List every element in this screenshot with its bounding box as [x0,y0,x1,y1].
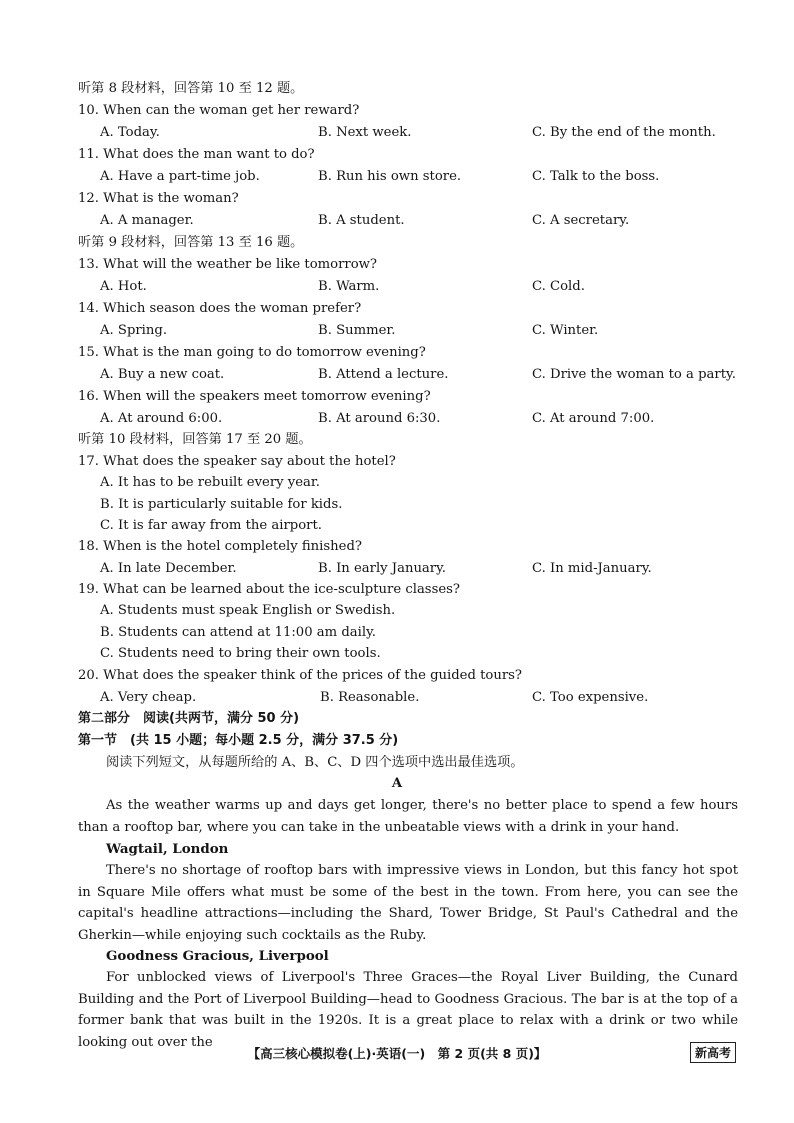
part-title: 第二部分 阅读(共两节，满分 50 分) [78,711,300,726]
question: 15. What is the man going to do tomorrow evening? [78,345,426,360]
option-c: C. A secretary. [532,213,630,228]
option-c: C. Drive the woman to a party. [532,367,736,382]
bar1-title: Wagtail, London [106,841,229,857]
option-b: B. Attend a lecture. [318,367,449,382]
option-b: B. At around 6:30. [318,411,441,426]
option-a: A. A manager. [100,213,194,228]
question: 10. When can the woman get her reward? [78,103,360,118]
option-a: A. Have a part-time job. [100,169,260,184]
section-title: 第一节 (共 15 小题；每小题 2.5 分，满分 37.5 分) [78,733,399,748]
question: 11. What does the man want to do? [78,147,315,162]
section-header: 听第 9 段材料，回答第 13 至 16 题。 [78,235,304,250]
option-a: A. At around 6:00. [100,411,223,426]
question: 19. What can be learned about the ice-sculpture classes? [78,582,460,597]
passage-letter: A [391,776,403,791]
question: 18. When is the hotel completely finished? [78,539,362,554]
intro-paragraph: As the weather warms up and days get longer, there's no better place to spend a few hours than a rooftop bar, where you can take in the unbeatable views with a drink in your hand. [78,798,738,835]
page-footer: 【高三核心模拟卷(上)·英语(一) 第 2 页(共 8 页)】 [247,1046,547,1061]
option-a: A. In late December. [100,561,237,576]
exam-badge: 新高考 [690,1042,736,1063]
option-c: C. Students need to bring their own tools. [100,646,381,661]
question: 17. What does the speaker say about the hotel? [78,454,396,469]
option-b: B. Students can attend at 11:00 am daily. [100,625,376,640]
option-c: C. Talk to the boss. [532,169,660,184]
option-c: C. It is far away from the airport. [100,518,322,533]
option-a: A. Students must speak English or Swedish. [100,603,396,618]
question: 13. What will the weather be like tomorrow? [78,257,377,272]
option-b: B. Summer. [318,323,396,338]
instruction: 阅读下列短文，从每题所给的 A、B、C、D 四个选项中选出最佳选项。 [106,755,524,770]
option-a: A. Very cheap. [100,690,197,705]
option-c: C. In mid-January. [532,561,652,576]
section-header: 听第 8 段材料，回答第 10 至 12 题。 [78,81,304,96]
option-a: A. Buy a new coat. [100,367,225,382]
option-a: A. It has to be rebuilt every year. [100,475,320,490]
question: 14. Which season does the woman prefer? [78,301,362,316]
question: 20. What does the speaker think of the prices of the guided tours? [78,668,522,683]
option-c: C. At around 7:00. [532,411,655,426]
section-header: 听第 10 段材料，回答第 17 至 20 题。 [78,432,312,447]
option-b: B. Run his own store. [318,169,462,184]
option-b: B. In early January. [318,561,446,576]
question: 16. When will the speakers meet tomorrow evening? [78,389,431,404]
option-b: B. Reasonable. [320,690,420,705]
bar2-paragraph: For unblocked views of Liverpool's Three Graces—the Royal Liver Building, the Cunard Building and the Port of Liverpool Building—head to Goodness Gracious. The bar is at the top of a former bank that was built in the 1920s. It is a great place to relax with a drink or two while looking out over the [78,970,738,1050]
option-a: A. Today. [100,125,160,140]
option-b: B. Next week. [318,125,412,140]
bar1-paragraph: There's no shortage of rooftop bars with impressive views in London, but this fancy hot spot in Square Mile offers what must be some of the best in the town. From here, you can see the capital's headline attractions—including the Shard, Tower Bridge, St Paul's Cathedral and the Gherkin—while enjoying such cocktails as the Ruby. [78,863,738,943]
option-c: C. Winter. [532,323,599,338]
option-b: B. Warm. [318,279,380,294]
option-c: C. Too expensive. [532,690,649,705]
option-a: A. Hot. [100,279,147,294]
option-a: A. Spring. [100,323,168,338]
option-b: B. A student. [318,213,405,228]
option-b: B. It is particularly suitable for kids. [100,497,343,512]
option-c: C. Cold. [532,279,585,294]
question: 12. What is the woman? [78,191,239,206]
option-c: C. By the end of the month. [532,125,716,140]
bar2-title: Goodness Gracious, Liverpool [106,948,329,964]
